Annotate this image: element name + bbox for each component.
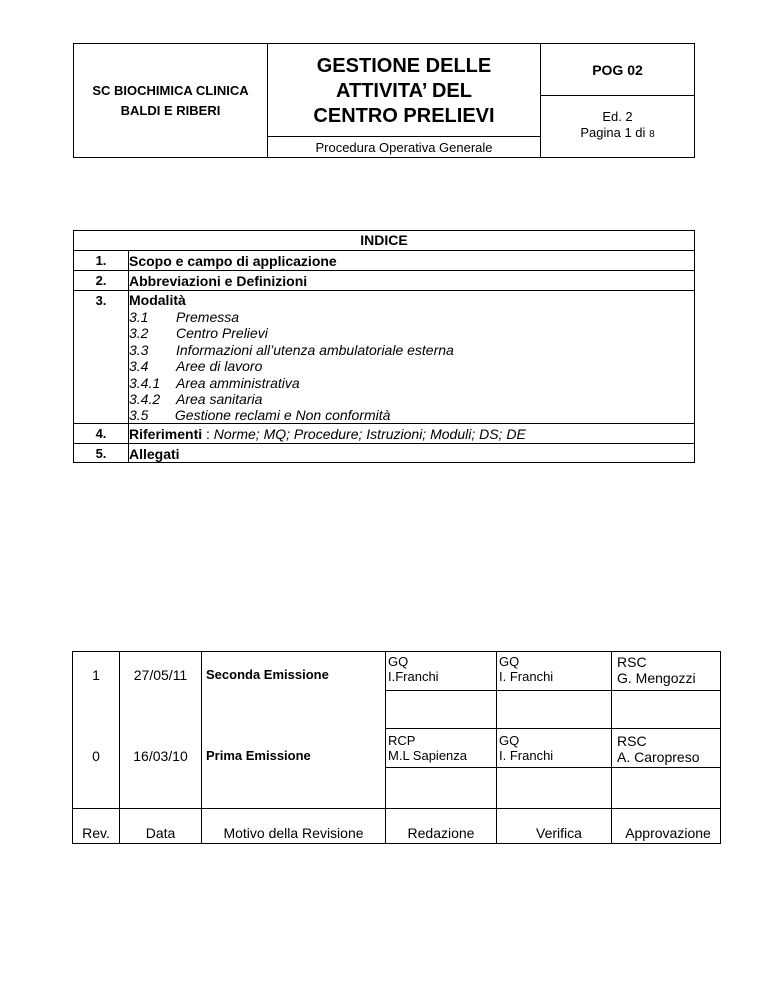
approvazione-name: A. Caropreso xyxy=(617,749,700,765)
header-rev: Rev. xyxy=(82,825,110,841)
index-row-text: Scopo e campo di applicazione xyxy=(129,253,337,269)
index-row-text: Allegati xyxy=(129,446,180,462)
verifica-name: I. Franchi xyxy=(499,669,554,684)
redazione-role: RCP xyxy=(388,733,416,748)
revision-approvazione xyxy=(617,654,719,686)
index-row xyxy=(74,250,694,270)
index-row-number: 2. xyxy=(95,273,107,288)
index-row xyxy=(74,443,694,462)
subitem-text: Aree di lavoro xyxy=(176,358,263,375)
verifica-role: GQ xyxy=(499,733,520,748)
index-subitem xyxy=(129,391,454,407)
index-row-number: 1. xyxy=(95,253,107,268)
organization-name xyxy=(74,44,267,157)
page-total: 8 xyxy=(649,129,655,140)
index-row-number: 4. xyxy=(95,426,107,441)
revision-verifica xyxy=(499,654,609,684)
index-row xyxy=(74,423,694,443)
approvazione-role: RSC xyxy=(617,733,647,749)
title-line-2: ATTIVITA’ DEL xyxy=(336,79,472,102)
edition-label: Ed. 2 xyxy=(602,109,633,124)
index-table xyxy=(73,230,695,463)
index-subitem xyxy=(129,309,454,325)
revision-redazione xyxy=(388,733,494,763)
index-subitem xyxy=(129,325,454,341)
revision-table xyxy=(72,651,721,844)
index-row-content xyxy=(129,426,526,443)
subitem-number: 3.4.1 xyxy=(129,374,161,391)
index-row-content xyxy=(129,292,454,424)
revision-approvazione xyxy=(617,733,719,765)
document-header xyxy=(73,43,695,158)
index-row-text: Riferimenti xyxy=(129,426,203,442)
revision-verifica xyxy=(499,733,609,763)
document-title xyxy=(267,44,541,137)
subitem-text: Informazioni all’utenza ambulatoriale esterna xyxy=(176,341,454,358)
subitem-text: Premessa xyxy=(176,309,240,325)
index-row xyxy=(74,290,694,423)
index-row-separator: : xyxy=(202,426,214,442)
index-row-number: 5. xyxy=(95,446,107,461)
subitem-text: Area amministrativa xyxy=(176,374,300,391)
subitem-number: 3.5 xyxy=(129,407,149,424)
revision-redazione xyxy=(388,654,494,684)
page-counter xyxy=(541,125,694,143)
revision-reason: Prima Emissione xyxy=(206,748,311,763)
subitem-text: Centro Prelievi xyxy=(176,325,268,342)
org-line-1: SC BIOCHIMICA CLINICA xyxy=(92,82,249,98)
index-subitem xyxy=(129,375,454,391)
org-line-2: BALDI E RIBERI xyxy=(120,102,221,118)
index-row-detail: Norme; MQ; Procedure; Istruzioni; Moduli; DS; DE xyxy=(213,426,526,442)
verifica-name: I. Franchi xyxy=(499,748,554,763)
page-label: Pagina 1 di xyxy=(580,125,646,140)
approvazione-role: RSC xyxy=(617,654,647,670)
header-redazione: Redazione xyxy=(407,825,475,841)
index-subitem xyxy=(129,407,454,423)
header-reason: Motivo della Revisione xyxy=(223,825,364,841)
revision-number: 0 xyxy=(92,748,100,764)
document-subtitle: Procedura Operativa Generale xyxy=(267,137,541,157)
redazione-name: M.L Sapienza xyxy=(388,748,468,763)
index-title: INDICE xyxy=(360,232,408,248)
subitem-text: Gestione reclami e Non conformità xyxy=(171,407,391,424)
subitem-number: 3.4.2 xyxy=(129,391,161,408)
title-line-1: GESTIONE DELLE xyxy=(316,54,492,77)
subitem-number: 3.4 xyxy=(129,358,149,375)
revision-date: 16/03/10 xyxy=(133,748,188,764)
index-row-number: 3. xyxy=(95,293,107,308)
subitem-number: 3.3 xyxy=(129,341,149,358)
title-line-3: CENTRO PRELIEVI xyxy=(313,104,495,127)
index-row-text: Abbreviazioni e Definizioni xyxy=(129,273,308,289)
header-approvazione: Approvazione xyxy=(625,825,711,841)
subitem-number: 3.2 xyxy=(129,325,149,342)
index-subitem xyxy=(129,342,454,358)
approvazione-name: G. Mengozzi xyxy=(617,670,696,686)
revision-date: 27/05/11 xyxy=(133,667,188,683)
document-code: POG 02 xyxy=(541,44,694,96)
index-row xyxy=(74,270,694,290)
index-subitem xyxy=(129,358,454,374)
revision-reason: Seconda Emissione xyxy=(206,667,329,682)
revision-number: 1 xyxy=(92,667,100,683)
redazione-name: I.Franchi xyxy=(388,669,439,684)
subitem-number: 3.1 xyxy=(129,309,149,325)
redazione-role: GQ xyxy=(388,654,409,669)
edition-info xyxy=(541,96,694,157)
subitem-text: Area sanitaria xyxy=(176,391,263,408)
index-row-text: Modalità xyxy=(129,292,186,308)
verifica-role: GQ xyxy=(499,654,520,669)
header-date: Data xyxy=(145,825,176,841)
header-verifica: Verifica xyxy=(536,825,582,841)
